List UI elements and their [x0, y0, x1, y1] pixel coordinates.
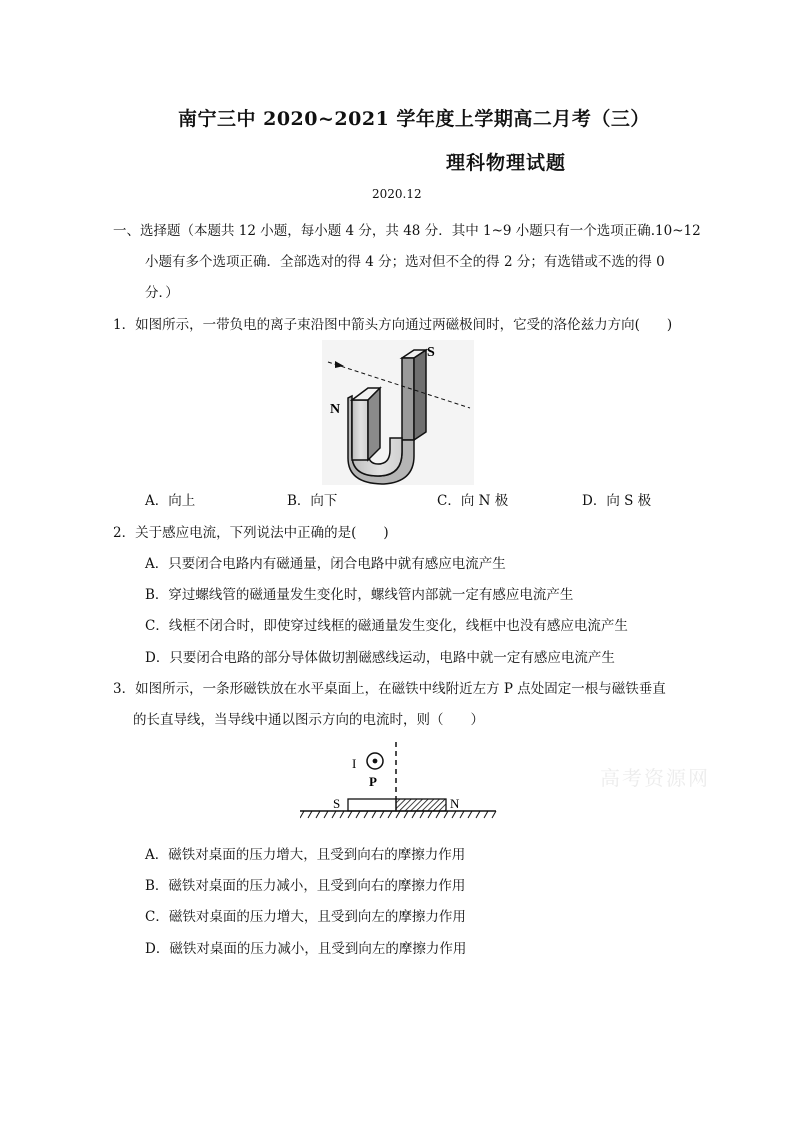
exam-title: 南宁三中 2020~2021 学年度上学期高二月考（三） [178, 108, 650, 130]
section-instructions-line1: 一、选择题（本题共 12 小题，每小题 4 分，共 48 分．其中 1~9 小题只有一个选项正确.10~12 [113, 223, 701, 239]
q1-option-b: B．向下 [287, 493, 338, 509]
q3-option-d: D．磁铁对桌面的压力减小，且受到向左的摩擦力作用 [145, 941, 467, 957]
q3-label-i: I [352, 756, 357, 771]
q2-option-b: B．穿过螺线管的磁通量发生变化时，螺线管内部就一定有感应电流产生 [145, 587, 574, 603]
q3-stem-line2: 的长直导线，当导线中通以图示方向的电流时，则（ ） [133, 712, 484, 728]
q1-option-d: D．向 S 极 [582, 493, 652, 509]
q3-stem-line1: 3．如图所示，一条形磁铁放在水平桌面上，在磁铁中线附近左方 P 点处固定一根与磁铁垂直 [113, 681, 666, 697]
q3-label-n: N [450, 796, 460, 811]
q2-stem: 2．关于感应电流，下列说法中正确的是( ) [113, 525, 389, 541]
watermark: 高考资源网 [600, 766, 710, 790]
q3-label-p: P [369, 774, 377, 789]
q3-label-s: S [333, 796, 341, 811]
exam-subtitle: 理科物理试题 [446, 152, 567, 174]
q1-label-s: S [427, 345, 435, 360]
q3-wire-magnet-figure [300, 740, 498, 822]
q2-option-c: C．线框不闭合时，即使穿过线框的磁通量发生变化，线框中也没有感应电流产生 [145, 618, 628, 634]
magnet-n-arm [352, 400, 368, 460]
section-instructions-line3: 分．） [145, 285, 179, 301]
magnet-s-half [348, 799, 396, 811]
q3-option-b: B．磁铁对桌面的压力减小，且受到向右的摩擦力作用 [145, 878, 466, 894]
q1-option-a: A．向上 [145, 493, 196, 509]
q3-option-c: C．磁铁对桌面的压力增大，且受到向左的摩擦力作用 [145, 909, 466, 925]
q2-option-d: D．只要闭合电路的部分导体做切割磁感线运动，电路中就一定有感应电流产生 [145, 650, 615, 666]
section-instructions-line2: 小题有多个选项正确．全部选对的得 4 分；选对但不全的得 2 分；有选错或不选的得 0 [145, 254, 665, 270]
q3-option-a: A．磁铁对桌面的压力增大，且受到向右的摩擦力作用 [145, 847, 466, 863]
q1-label-n: N [330, 402, 341, 417]
q1-option-c: C．向 N 极 [437, 493, 509, 509]
q2-option-a: A．只要闭合电路内有磁通量，闭合电路中就有感应电流产生 [145, 556, 506, 572]
exam-date: 2020.12 [372, 187, 422, 201]
q1-magnet-figure [322, 340, 474, 485]
magnet-n-half [396, 799, 446, 811]
q1-stem: 1．如图所示，一带负电的离子束沿图中箭头方向通过两磁极间时，它受的洛伦兹力方向( ) [113, 317, 673, 333]
